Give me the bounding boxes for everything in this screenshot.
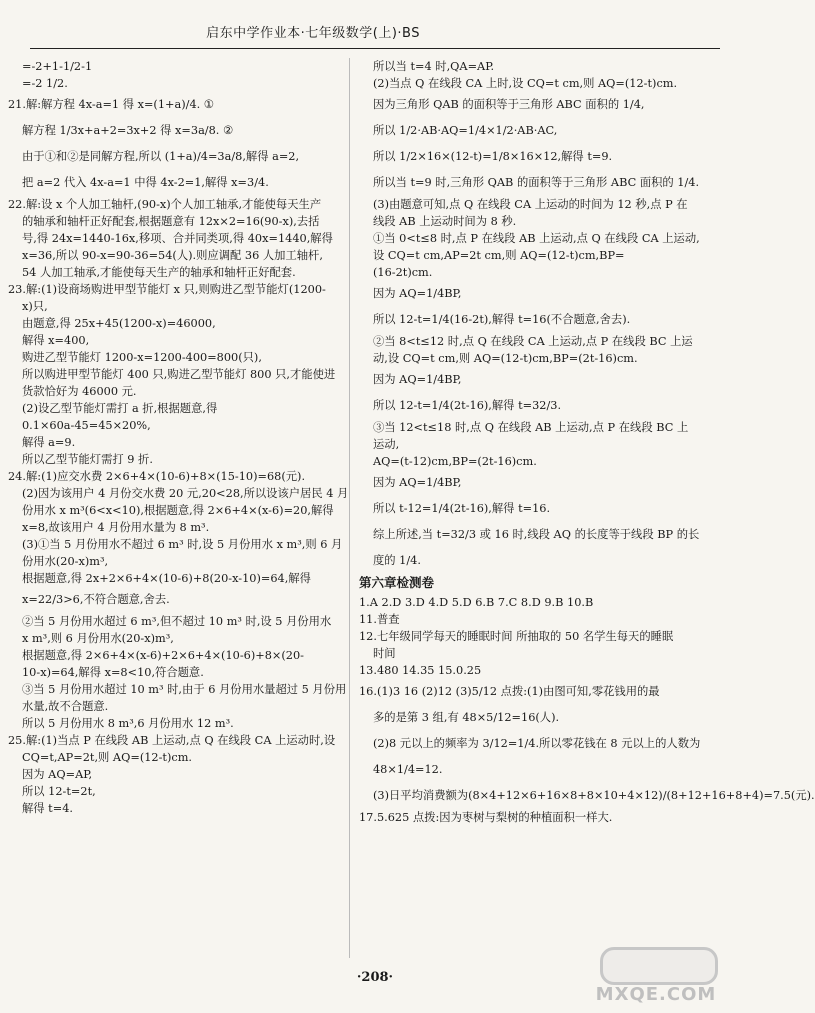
text-line: 根据题意,得 2×6+4×(x-6)+2×6+4×(10-6)+8×(20- xyxy=(22,649,304,662)
answer-line: 48×1/4=12. xyxy=(373,763,443,776)
text-line: 份用水 x m³(6<x<10),根据题意,得 2×6+4×(x-6)=20,解得 xyxy=(22,504,334,517)
text-line: 0.1×60a-45=45×20%, xyxy=(22,419,151,432)
text-line: x=22/3>6,不符合题意,舍去. xyxy=(22,593,170,606)
text-line: 24.解:(1)应交水费 2×6+4×(10-6)+8×(15-10)=68(元). xyxy=(8,470,306,483)
text-line: 解得 t=4. xyxy=(22,802,73,815)
text-line: 度的 1/4. xyxy=(373,554,421,567)
text-line: 动,设 CQ=t cm,则 AQ=(12-t)cm,BP=(2t-16)cm. xyxy=(373,352,638,365)
text-line: 购进乙型节能灯 1200-x=1200-400=800(只), xyxy=(22,351,262,364)
text-line: ①当 0<t≤8 时,点 P 在线段 AB 上运动,点 Q 在线段 CA 上运动, xyxy=(373,232,700,245)
answer-line: 时间 xyxy=(373,647,396,660)
text-line: 21.解:解方程 4x-a=1 得 x=(1+a)/4. ① xyxy=(8,98,214,111)
text-line: x)只, xyxy=(22,300,48,313)
text-line: (2)当点 Q 在线段 CA 上时,设 CQ=t cm,则 AQ=(12-t)cm. xyxy=(373,77,678,90)
text-line: =-2 1/2. xyxy=(22,77,68,90)
answer-line: (3)日平均消费额为(8×4+12×6+16×8+8×10+4×12)/(8+12+16+8+4)=7.5(元). xyxy=(373,789,815,802)
header-title: 启东中学作业本·七年级数学(上)·BS xyxy=(206,26,420,41)
text-line: 由于①和②是同解方程,所以 (1+a)/4=3a/8,解得 a=2, xyxy=(22,150,300,163)
text-line: 因为 AQ=1/4BP, xyxy=(373,373,462,386)
text-line: 所以购进甲型节能灯 400 只,购进乙型节能灯 800 只,才能使进 xyxy=(22,368,336,381)
answer-line: 17.5.625 点拨:因为枣树与梨树的种植面积一样大. xyxy=(359,811,613,824)
text-line: x m³,则 6 月份用水(20-x)m³, xyxy=(22,632,174,645)
text-line: ②当 8<t≤12 时,点 Q 在线段 CA 上运动,点 P 在线段 BC 上运 xyxy=(373,335,693,348)
text-line: 所以 12-t=2t, xyxy=(22,785,96,798)
answer-line: (2)8 元以上的频率为 3/12=1/4.所以零花钱在 8 元以上的人数为 xyxy=(373,737,701,750)
text-line: 所以 1/2×16×(12-t)=1/8×16×12,解得 t=9. xyxy=(373,150,613,163)
text-line: 所以 t-12=1/4(2t-16),解得 t=16. xyxy=(373,502,551,515)
text-line: 把 a=2 代入 4x-a=1 中得 4x-2=1,解得 x=3/4. xyxy=(22,176,269,189)
answer-line: 13.480 14.35 15.0.25 xyxy=(359,664,482,677)
answer-line: 1.A 2.D 3.D 4.D 5.D 6.B 7.C 8.D 9.B 10.B xyxy=(359,596,594,609)
text-line: (2)因为该用户 4 月份交水费 20 元,20<28,所以设该户居民 4 月 xyxy=(22,487,349,500)
text-line: 25.解:(1)当点 P 在线段 AB 上运动,点 Q 在线段 CA 上运动时,设 xyxy=(8,734,336,747)
answer-line: 多的是第 3 组,有 48×5/12=16(人). xyxy=(373,711,560,724)
text-line: ③当 12<t≤18 时,点 Q 在线段 AB 上运动,点 P 在线段 BC 上 xyxy=(373,421,689,434)
section-title: 第六章检测卷 xyxy=(359,575,435,590)
text-line: 所以当 t=4 时,QA=AP. xyxy=(373,60,495,73)
text-line: 解得 x=400, xyxy=(22,334,90,347)
text-line: 解得 a=9. xyxy=(22,436,76,449)
page-header xyxy=(30,18,720,49)
text-line: x=36,所以 90-x=90-36=54(人).则应调配 36 人加工轴杆, xyxy=(22,249,323,262)
text-line: 所以当 t=9 时,三角形 QAB 的面积等于三角形 ABC 面积的 1/4. xyxy=(373,176,700,189)
text-line: 因为 AQ=1/4BP, xyxy=(373,287,462,300)
text-line: 号,得 24x=1440-16x,移项、合并同类项,得 40x=1440,解得 xyxy=(22,232,333,245)
text-line: 所以 1/2·AB·AQ=1/4×1/2·AB·AC, xyxy=(373,124,558,137)
text-line: (2)设乙型节能灯需打 a 折,根据题意,得 xyxy=(22,402,218,415)
text-line: ②当 5 月份用水超过 6 m³,但不超过 10 m³ 时,设 5 月份用水 xyxy=(22,615,332,628)
text-line: 运动, xyxy=(373,438,400,451)
text-line: 所以 5 月份用水 8 m³,6 月份用水 12 m³. xyxy=(22,717,234,730)
text-line: ③当 5 月份用水超过 10 m³ 时,由于 6 月份用水量超过 5 月份用 xyxy=(22,683,347,696)
page-number: ·208· xyxy=(356,970,394,985)
watermark-logo xyxy=(586,947,726,1005)
text-line: 由题意,得 25x+45(1200-x)=46000, xyxy=(22,317,216,330)
text-line: =-2+1-1/2-1 xyxy=(22,60,93,73)
watermark-badge xyxy=(600,947,718,985)
text-line: 水量,故不合题意. xyxy=(22,700,109,713)
left-column xyxy=(8,58,353,817)
text-line: AQ=(t-12)cm,BP=(2t-16)cm. xyxy=(373,455,537,468)
text-line: 所以 12-t=1/4(2t-16),解得 t=32/3. xyxy=(373,399,562,412)
text-line: 综上所述,当 t=32/3 或 16 时,线段 AQ 的长度等于线段 BP 的长 xyxy=(373,528,700,541)
text-line: 23.解:(1)设商场购进甲型节能灯 x 只,则购进乙型节能灯(1200- xyxy=(8,283,326,296)
text-line: 货款恰好为 46000 元. xyxy=(22,385,137,398)
text-line: 份用水(20-x)m³, xyxy=(22,555,109,568)
text-line: x=8,故该用户 4 月份用水量为 8 m³. xyxy=(22,521,210,534)
text-line: 22.解:设 x 个人加工轴杆,(90-x)个人加工轴承,才能使每天生产 xyxy=(8,198,322,211)
text-line: 解方程 1/3x+a+2=3x+2 得 x=3a/8. ② xyxy=(22,124,234,137)
text-line: 所以 12-t=1/4(16-2t),解得 t=16(不合题意,舍去). xyxy=(373,313,631,326)
right-column xyxy=(359,58,815,826)
answer-line: 12.七年级同学每天的睡眠时间 所抽取的 50 名学生每天的睡眠 xyxy=(359,630,674,643)
text-line: 因为三角形 QAB 的面积等于三角形 ABC 面积的 1/4, xyxy=(373,98,645,111)
text-line: 的轴承和轴杆正好配套,根据题意有 12x×2=16(90-x),去括 xyxy=(22,215,320,228)
watermark-text: MXQE.COM xyxy=(595,984,717,1005)
text-line: 线段 AB 上运动时间为 8 秒. xyxy=(373,215,517,228)
text-line: 10-x)=64,解得 x=8<10,符合题意. xyxy=(22,666,204,679)
text-line: 54 人加工轴承,才能使每天生产的轴承和轴杆正好配套. xyxy=(22,266,296,279)
text-line: 设 CQ=t cm,AP=2t cm,则 AQ=(12-t)cm,BP= xyxy=(373,249,625,262)
answer-line: 16.(1)3 16 (2)12 (3)5/12 点拨:(1)由图可知,零花钱用的最 xyxy=(359,685,660,698)
text-line: (3)由题意可知,点 Q 在线段 CA 上运动的时间为 12 秒,点 P 在 xyxy=(373,198,688,211)
text-line: 因为 AQ=AP, xyxy=(22,768,93,781)
text-line: (3)①当 5 月份用水不超过 6 m³ 时,设 5 月份用水 x m³,则 6 月 xyxy=(22,538,343,551)
answer-line: 11.普查 xyxy=(359,613,400,626)
text-line: (16-2t)cm. xyxy=(373,266,433,279)
text-line: 因为 AQ=1/4BP, xyxy=(373,476,462,489)
text-line: 所以乙型节能灯需打 9 折. xyxy=(22,453,153,466)
text-line: 根据题意,得 2x+2×6+4×(10-6)+8(20-x-10)=64,解得 xyxy=(22,572,311,585)
text-line: CQ=t,AP=2t,则 AQ=(12-t)cm. xyxy=(22,751,192,764)
